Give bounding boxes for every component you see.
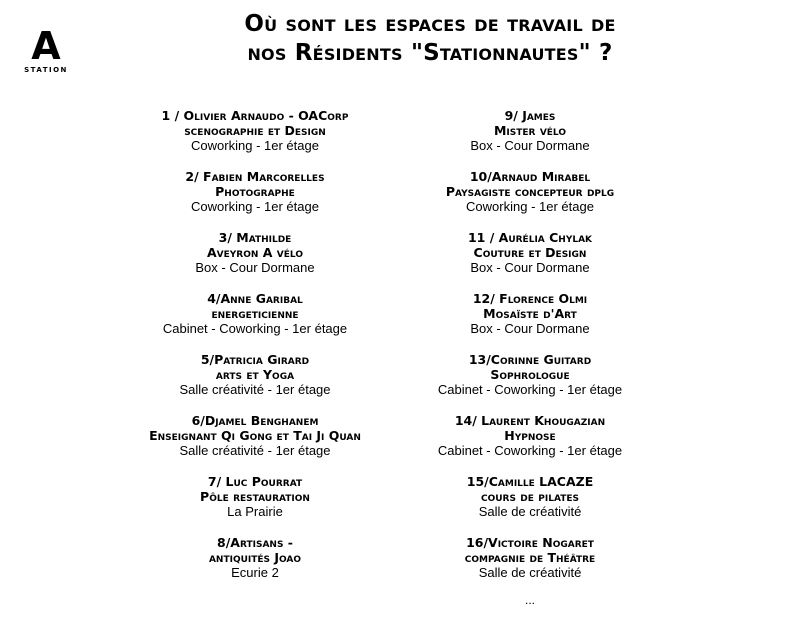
resident-entry bbox=[105, 413, 405, 474]
resident-activity: Mosaïste d'Art bbox=[483, 306, 577, 321]
station-logo bbox=[18, 24, 74, 74]
resident-entry bbox=[105, 230, 405, 291]
left-column bbox=[105, 108, 405, 596]
resident-activity: Aveyron A vélo bbox=[207, 245, 303, 260]
resident-activity: Pôle restauration bbox=[200, 489, 310, 504]
resident-location: Cabinet - Coworking - 1er étage bbox=[437, 382, 623, 397]
logo-text: STATION bbox=[24, 66, 68, 74]
resident-name: 10/Arnaud Mirabel bbox=[469, 169, 591, 184]
right-column bbox=[380, 108, 680, 606]
resident-location: Coworking - 1er étage bbox=[191, 199, 319, 214]
resident-activity: antiquités Joao bbox=[208, 550, 302, 565]
resident-location: Coworking - 1er étage bbox=[191, 138, 319, 153]
resident-name: 11 / Aurélia Chylak bbox=[467, 230, 593, 245]
resident-name: 12/ Florence Olmi bbox=[472, 291, 588, 306]
resident-entry bbox=[105, 474, 405, 535]
resident-location: Box - Cour Dormane bbox=[195, 260, 315, 275]
more-ellipsis: ... bbox=[524, 593, 535, 607]
resident-activity: compagnie de Théâtre bbox=[464, 550, 596, 565]
resident-entry bbox=[105, 108, 405, 169]
resident-location: Box - Cour Dormane bbox=[470, 138, 590, 153]
resident-location: Salle créativité - 1er étage bbox=[179, 382, 331, 397]
resident-activity: Mister vélo bbox=[493, 123, 567, 138]
resident-location: Salle de créativité bbox=[478, 565, 582, 580]
resident-name: 16/Victoire Nogaret bbox=[466, 535, 594, 550]
resident-location: Coworking - 1er étage bbox=[466, 199, 594, 214]
resident-entry bbox=[380, 474, 680, 535]
resident-entry bbox=[380, 352, 680, 413]
resident-entry bbox=[380, 169, 680, 230]
resident-name: 2/ Fabien Marcorelles bbox=[185, 169, 325, 184]
resident-entry bbox=[380, 413, 680, 474]
resident-name: 14/ Laurent Khougazian bbox=[454, 413, 606, 428]
logo-mark: A bbox=[31, 24, 61, 68]
resident-name: 4/Anne Garibal bbox=[207, 291, 303, 306]
resident-activity: Hypnose bbox=[504, 428, 556, 443]
title-line-1: Où sont les espaces de travail de bbox=[244, 11, 616, 37]
resident-activity: cours de pilates bbox=[480, 489, 579, 504]
resident-name: 8/Artisans - bbox=[217, 535, 293, 550]
resident-activity: Couture et Design bbox=[473, 245, 587, 260]
resident-name: 9/ James bbox=[504, 108, 556, 123]
resident-activity: energeticienne bbox=[211, 306, 299, 321]
resident-activity: Enseignant Qi Gong et Tai Ji Quan bbox=[149, 428, 361, 443]
resident-entry bbox=[380, 291, 680, 352]
resident-location: Ecurie 2 bbox=[231, 565, 279, 580]
resident-name: 3/ Mathilde bbox=[218, 230, 292, 245]
resident-location: Cabinet - Coworking - 1er étage bbox=[162, 321, 348, 336]
resident-name: 7/ Luc Pourrat bbox=[207, 474, 303, 489]
title-line-2: nos Résidents "Stationnautes" ? bbox=[247, 40, 613, 66]
resident-location: Cabinet - Coworking - 1er étage bbox=[437, 443, 623, 458]
resident-activity: Sophrologue bbox=[490, 367, 570, 382]
resident-name: 13/Corinne Guitard bbox=[468, 352, 592, 367]
resident-name: 15/Camille LACAZE bbox=[466, 474, 594, 489]
resident-activity: Paysagiste concepteur dplg bbox=[445, 184, 615, 199]
resident-entry bbox=[380, 108, 680, 169]
resident-name: 5/Patricia Girard bbox=[200, 352, 310, 367]
resident-entry bbox=[380, 230, 680, 291]
resident-entry bbox=[105, 535, 405, 596]
resident-activity: arts et Yoga bbox=[215, 367, 295, 382]
resident-entry bbox=[105, 352, 405, 413]
resident-entry bbox=[105, 291, 405, 352]
resident-name: 1 / Olivier Arnaudo - OACorp bbox=[161, 108, 349, 123]
resident-location: Salle créativité - 1er étage bbox=[179, 443, 331, 458]
resident-location: Salle de créativité bbox=[478, 504, 582, 519]
resident-location: Box - Cour Dormane bbox=[470, 260, 590, 275]
resident-activity: scenographie et Design bbox=[184, 123, 326, 138]
page-title bbox=[150, 10, 710, 68]
resident-location: Box - Cour Dormane bbox=[470, 321, 590, 336]
resident-entry bbox=[380, 535, 680, 596]
resident-name: 6/Djamel Benghanem bbox=[191, 413, 319, 428]
resident-location: La Prairie bbox=[227, 504, 283, 519]
resident-entry bbox=[105, 169, 405, 230]
resident-activity: Photographe bbox=[215, 184, 295, 199]
